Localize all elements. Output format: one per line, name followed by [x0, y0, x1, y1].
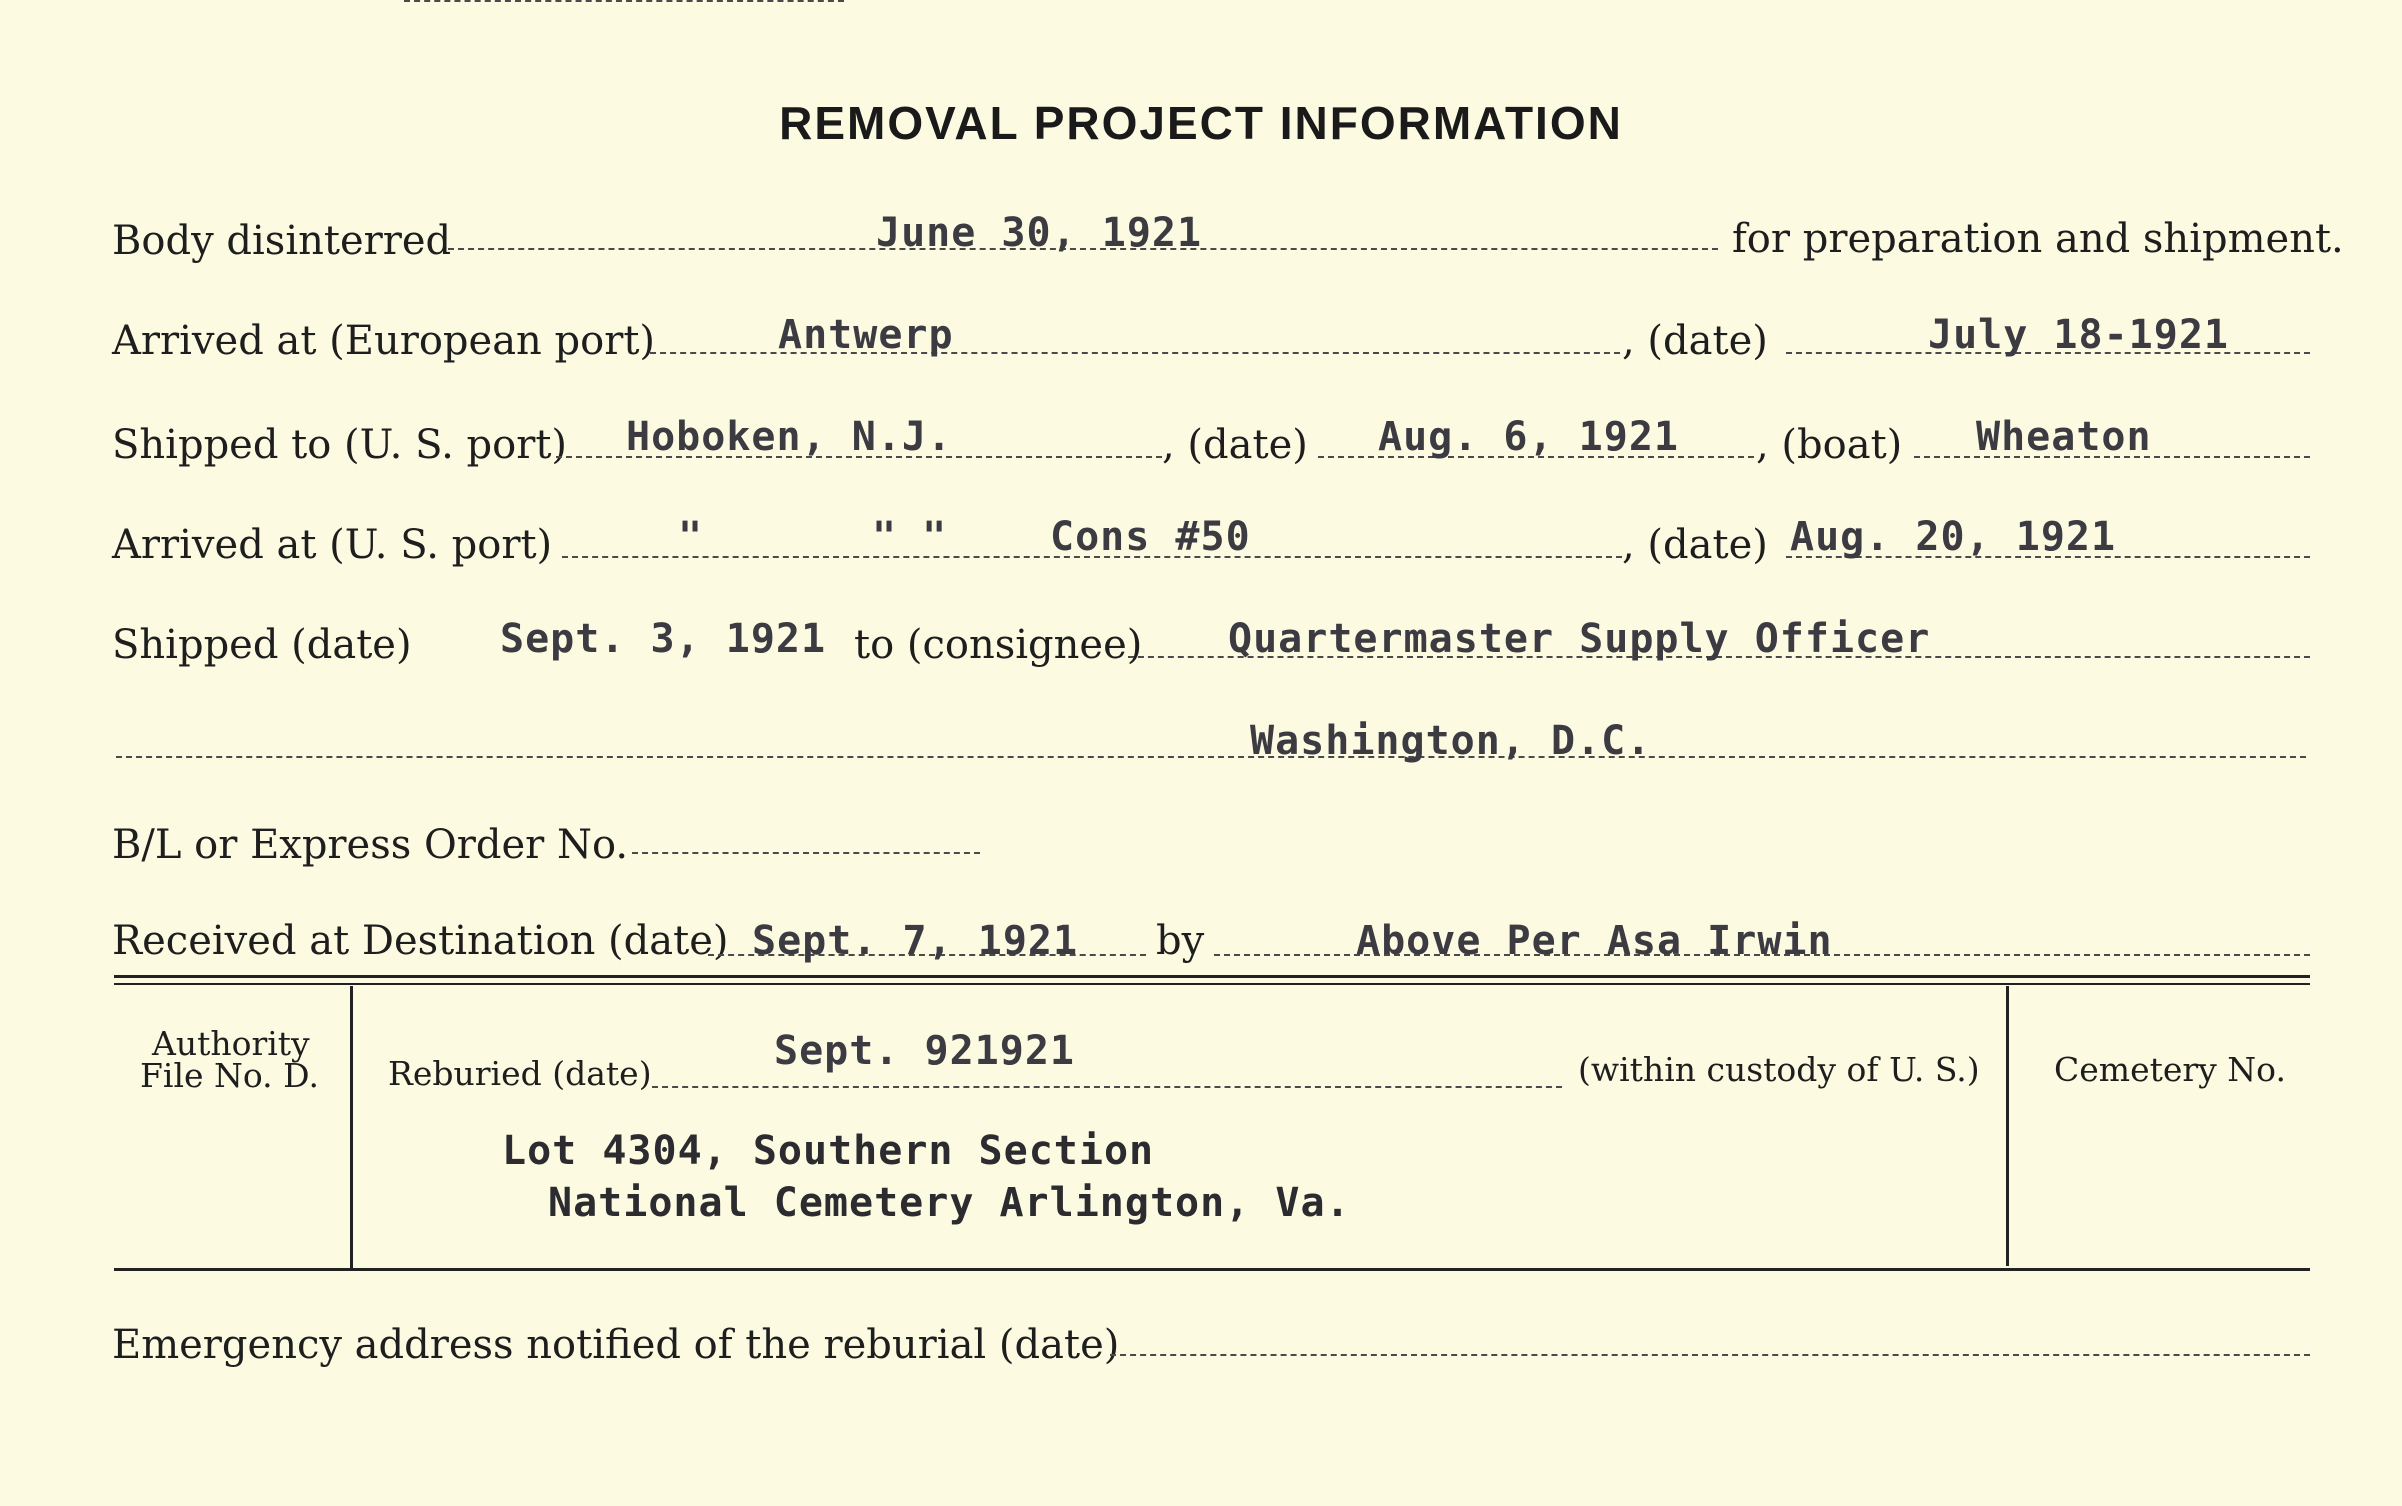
arrived-us-ditto-1: " — [678, 514, 704, 560]
arrived-european-date: July 18-1921 — [1928, 312, 2229, 358]
box-divider-left — [350, 986, 353, 1270]
shipped-us-port: Hoboken, N.J. — [626, 414, 953, 460]
box-divider-right — [2006, 986, 2009, 1266]
box-bottom-rule — [114, 1268, 2310, 1271]
received-by-label: by — [1156, 918, 1205, 964]
emergency-line — [1110, 1354, 2310, 1356]
received-by: Above Per Asa Irwin — [1356, 918, 1833, 964]
arrived-european-port: Antwerp — [778, 312, 954, 358]
arrived-us-ditto-2: " " — [872, 514, 948, 560]
burial-location-line-2: National Cemetery Arlington, Va. — [548, 1180, 1351, 1226]
arrived-us-consignment: Cons #50 — [1050, 514, 1251, 560]
arrived-us-date-label: , (date) — [1622, 522, 1768, 568]
shipped-us-date: Aug. 6, 1921 — [1378, 414, 1679, 460]
shipped-date-line — [404, 0, 844, 2]
consignee-address: Washington, D.C. — [1250, 718, 1652, 764]
shipped-us-boat: Wheaton — [1976, 414, 2152, 460]
received-label: Received at Destination (date) — [112, 918, 729, 964]
box-top-rule-2 — [114, 983, 2310, 985]
reburied-date-line — [652, 1086, 1562, 1088]
authority-label: Authority — [152, 1024, 310, 1063]
custody-label: (within custody of U. S.) — [1578, 1050, 1980, 1089]
arrived-european-label: Arrived at (European port) — [112, 318, 656, 364]
reburied-label: Reburied (date) — [388, 1054, 652, 1093]
arrived-us-date: Aug. 20, 1921 — [1790, 514, 2117, 560]
cemetery-no-label: Cemetery No. — [2054, 1050, 2286, 1089]
box-top-rule-1 — [114, 975, 2310, 978]
body-disinterred-date: June 30, 1921 — [876, 210, 1203, 256]
consignee-line-2 — [116, 756, 2306, 758]
body-disinterred-label: Body disinterred — [112, 218, 452, 264]
shipped-date: Sept. 3, 1921 — [500, 616, 827, 662]
shipped-us-date-label: , (date) — [1162, 422, 1308, 468]
arrived-european-date-label: , (date) — [1622, 318, 1768, 364]
received-date: Sept. 7, 1921 — [752, 918, 1079, 964]
shipped-date-label: Shipped (date) — [112, 622, 412, 668]
emergency-label: Emergency address notified of the reburial (date) — [112, 1322, 1120, 1368]
consignee-label: to (consignee) — [854, 622, 1143, 668]
bl-label: B/L or Express Order No. — [112, 822, 629, 868]
body-disinterred-suffix: for preparation and shipment. — [1732, 216, 2344, 262]
card-title: REMOVAL PROJECT INFORMATION — [779, 97, 1623, 149]
shipped-us-boat-label: , (boat) — [1756, 422, 1903, 468]
consignee-name: Quartermaster Supply Officer — [1228, 616, 1931, 662]
bl-line — [632, 852, 980, 854]
shipped-us-label: Shipped to (U. S. port) — [112, 422, 567, 468]
burial-location-line-1: Lot 4304, Southern Section — [502, 1128, 1155, 1174]
arrived-us-label: Arrived at (U. S. port) — [112, 522, 553, 568]
file-no-label: File No. D. — [140, 1056, 319, 1095]
reburied-date: Sept. 921921 — [774, 1028, 1075, 1074]
